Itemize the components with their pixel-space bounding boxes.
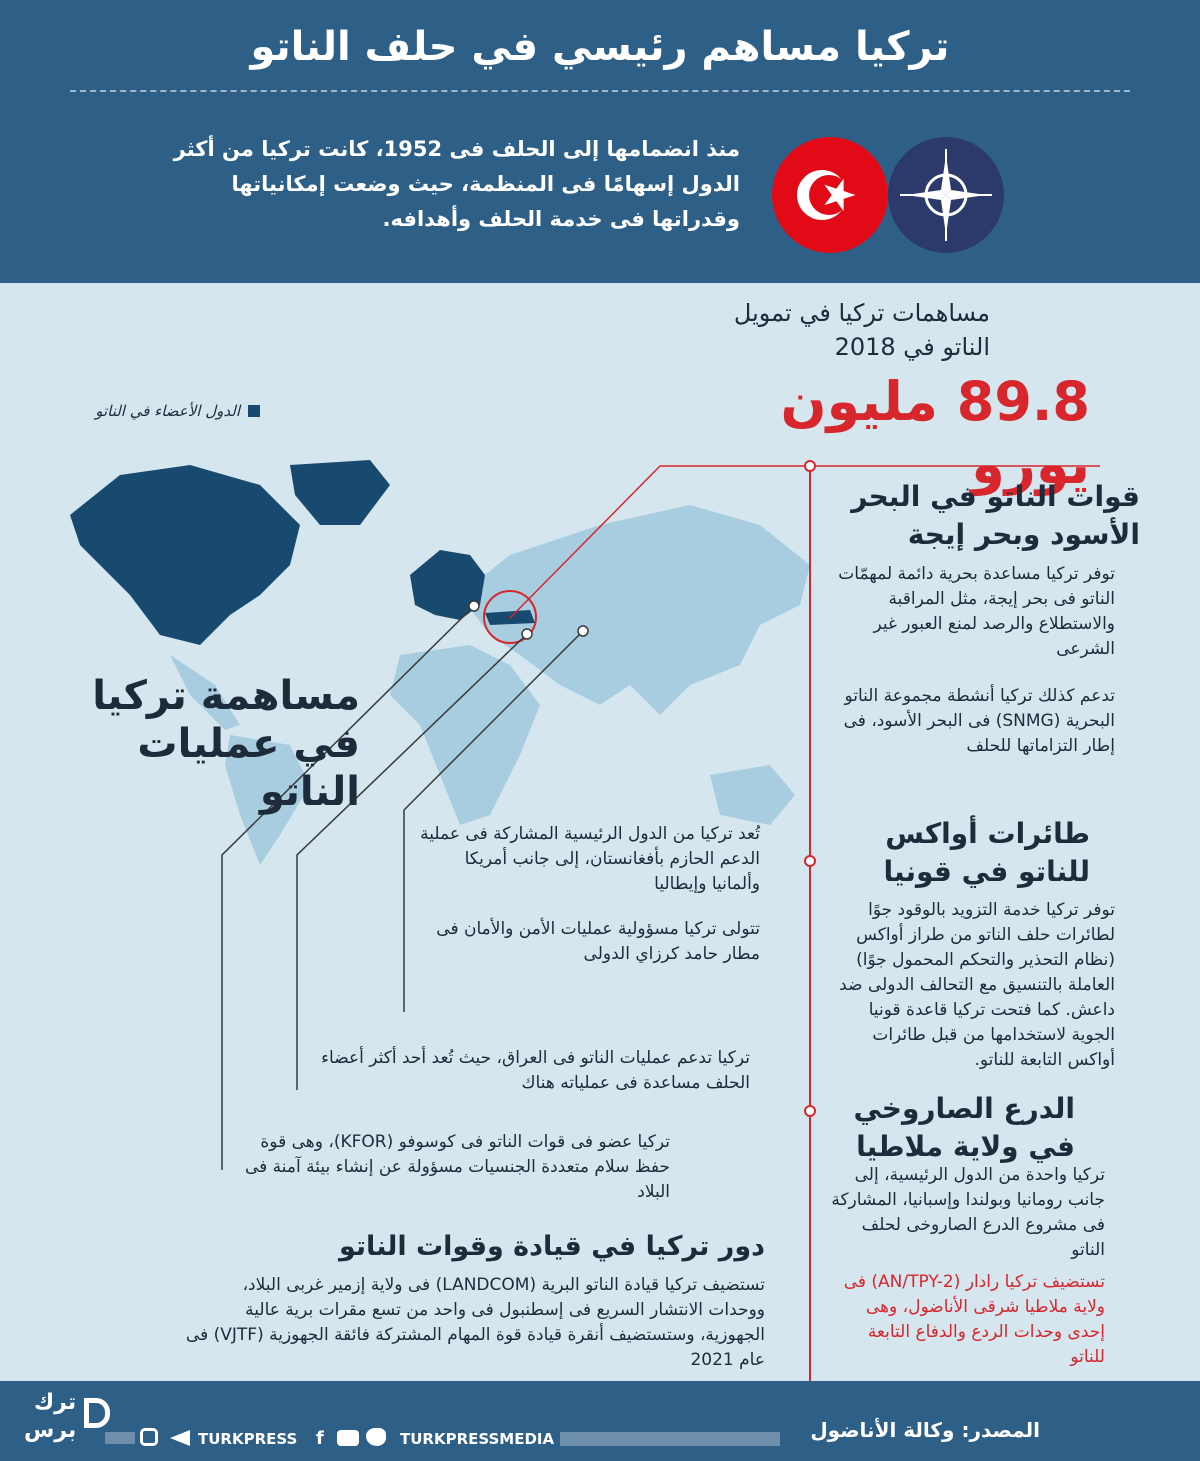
black-sea-title: قوات الناتو في البحر الأسود وبحر إيجة xyxy=(851,480,1140,551)
timeline-dots xyxy=(800,456,820,1156)
afghanistan-text-1: تُعد تركيا من الدول الرئيسية المشاركة فى عملية الدعم الحازم بأفغانستان، إلى جانب أمريكا وألمانيا وإيطاليا xyxy=(420,824,760,894)
facebook-icon[interactable]: f xyxy=(316,1428,324,1449)
legend-label: الدول الأعضاء في الناتو xyxy=(95,402,240,420)
missile-text-2: تستضيف تركيا رادار (AN/TPY-2) فى ولاية ملاطيا شرقى الأناضول، وهى إحدى وحدات الردع والدفاع التابعة للناتو xyxy=(843,1272,1105,1367)
funding-label: مساهمات تركيا في تمويل الناتو في 2018 xyxy=(733,299,990,361)
intro-text: منذ انضمامها إلى الحلف فى 1952، كانت تركيا من أكثر الدول إسهامًا فى المنظمة، حيث وضعت إمكانياتها وقدراتها فى خدمة الحلف وأهدافه. xyxy=(173,137,740,231)
missile-text-1: تركيا واحدة من الدول الرئيسية، إلى جانب رومانيا وبولندا وإسبانيا، المشاركة فى مشروع الدرع الصاروخى لحلف الناتو xyxy=(831,1165,1105,1260)
turkpress-logo xyxy=(24,1390,114,1450)
awacs-text: توفر تركيا خدمة التزويد بالوقود جوًا لطائرات حلف الناتو من طراز أواكس (نظام التحذير والتحكم المحمول جوًا) العاملة بالتنسيق مع التحالف الدولى ضد داعش. كما فتحت تركيا قاعدة قونيا الجوية لاستخدامها من قبل طائرات أواكس التابعة للناتو. xyxy=(839,900,1115,1070)
missile-title: الدرع الصاروخي في ولاية ملاطيا xyxy=(853,1092,1075,1163)
kosovo-text: تركيا عضو فى قوات الناتو فى كوسوفو (KFOR)، وهى قوة حفظ سلام متعددة الجنسيات مسؤولة عن إنشاء بيئة آمنة فى البلاد xyxy=(244,1132,670,1202)
handle-turkpress[interactable]: TURKPRESS xyxy=(198,1430,298,1448)
logo-top: ترك xyxy=(34,1390,77,1415)
command-title: دور تركيا في قيادة وقوات الناتو xyxy=(338,1231,765,1262)
black-sea-text-1: توفر تركيا مساعدة بحرية دائمة لمهمّات الناتو فى بحر إيجة، مثل المراقبة والاستطلاع والرصد لمنع العبور غير الشرعى xyxy=(838,564,1115,659)
logo-mark xyxy=(84,1398,110,1428)
funding-value: 89.8 مليون يورو xyxy=(780,370,1090,496)
afghanistan-text-2: تتولى تركيا مسؤولية عمليات الأمن والأمان فى مطار حامد كرزاي الدولى xyxy=(436,919,760,964)
footer-source: المصدر: وكالة الأناضول xyxy=(810,1418,1040,1442)
command-text: تستضيف تركيا قيادة الناتو البرية (LANDCOM) فى ولاية إزمير غربى البلاد، ووحدات الانتشار السريع فى إسطنبول فى واحد من تسع مقرات برية عالية الجهوزية، وستستضيف أنقرة قيادة قوة المهام المشتركة فائقة الجهوزية (VJTF) فى عام 2021 xyxy=(185,1275,765,1370)
operations-title: مساهمة تركيا في عمليات الناتو xyxy=(92,673,360,815)
handle-turkpressmedia[interactable]: TURKPRESSMEDIA xyxy=(400,1430,555,1448)
logo-bottom: برس xyxy=(24,1418,77,1443)
telegram-icon[interactable] xyxy=(170,1430,190,1446)
awacs-title: طائرات أواكس للناتو في قونيا xyxy=(883,817,1090,888)
twitter-icon[interactable] xyxy=(366,1428,386,1446)
youtube-icon[interactable] xyxy=(337,1430,359,1446)
footer-divider xyxy=(560,1432,780,1446)
iraq-text: تركيا تدعم عمليات الناتو فى العراق، حيث تُعد أحد أكثر أعضاء الحلف مساعدة فى عملياته هناك xyxy=(321,1048,750,1093)
page-title: تركيا مساهم رئيسي في حلف الناتو xyxy=(250,24,950,70)
black-sea-text-2: تدعم كذلك تركيا أنشطة مجموعة الناتو البحرية (SNMG) فى البحر الأسود، فى إطار التزاماتها للحلف xyxy=(843,686,1115,756)
instagram-icon[interactable] xyxy=(140,1428,158,1446)
